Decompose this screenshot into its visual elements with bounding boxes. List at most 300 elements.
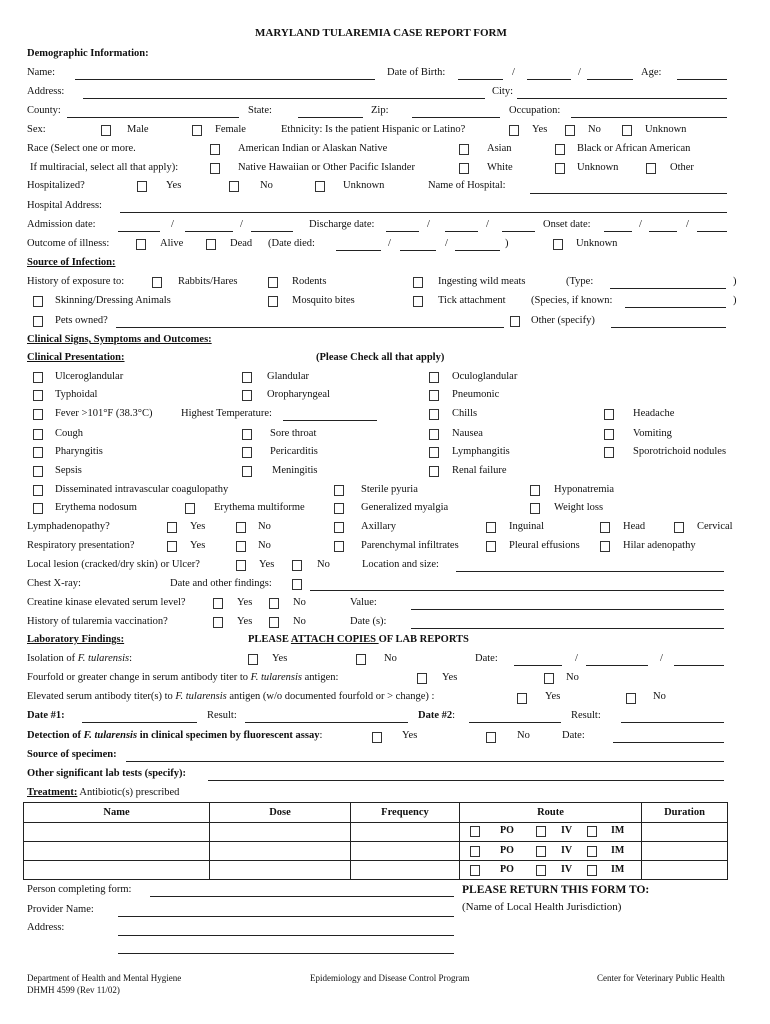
lymphadenopathy-no-checkbox[interactable] bbox=[236, 522, 246, 533]
address-field[interactable] bbox=[83, 98, 485, 99]
lymphadenopathy-yes-checkbox[interactable] bbox=[167, 522, 177, 533]
location-size-label: Location and size: bbox=[362, 559, 439, 570]
return-form-heading: PLEASE RETURN THIS FORM TO: bbox=[462, 884, 650, 896]
other-source-checkbox[interactable] bbox=[510, 316, 520, 327]
cervical-label: Cervical bbox=[697, 521, 733, 532]
erythema-nodosum-label: Erythema nodosum bbox=[55, 502, 137, 513]
provider-address-field-1[interactable] bbox=[118, 935, 454, 936]
admission-label: Admission date: bbox=[27, 219, 96, 230]
hyponatremia-label: Hyponatremia bbox=[554, 484, 615, 495]
hospitalized-no-checkbox[interactable] bbox=[229, 181, 239, 192]
race-unknown-checkbox[interactable] bbox=[555, 163, 565, 174]
ck-value-field[interactable] bbox=[411, 609, 724, 610]
detection-yes-label: Yes bbox=[402, 730, 418, 741]
row2-im-checkbox[interactable] bbox=[587, 846, 597, 857]
name-label: Name: bbox=[27, 67, 55, 78]
detection-date-label: Date: bbox=[562, 730, 585, 741]
row3-po-checkbox[interactable] bbox=[470, 865, 480, 876]
dob-slash-2: / bbox=[578, 67, 581, 78]
race-white-checkbox[interactable] bbox=[459, 163, 469, 174]
elevated-no-label: No bbox=[653, 691, 666, 702]
axillary-checkbox[interactable] bbox=[334, 522, 344, 533]
chest-xray-checkbox[interactable] bbox=[292, 579, 302, 590]
city-field[interactable] bbox=[517, 98, 727, 99]
other-source-label: Other (specify) bbox=[531, 315, 595, 326]
row1-name-cell[interactable] bbox=[24, 823, 210, 842]
provider-address-field-2[interactable] bbox=[118, 953, 454, 954]
hyponatremia-checkbox[interactable] bbox=[530, 485, 540, 496]
erythema-nodosum-checkbox[interactable] bbox=[33, 503, 43, 514]
myalgia-label: Generalized myalgia bbox=[361, 502, 449, 513]
lesion-no-checkbox[interactable] bbox=[292, 560, 302, 571]
lesion-label: Local lesion (cracked/dry skin) or Ulcer? bbox=[27, 559, 200, 570]
weight-loss-checkbox[interactable] bbox=[530, 503, 540, 514]
hospital-address-field[interactable] bbox=[120, 212, 727, 213]
lab-header: Laboratory Findings: bbox=[27, 634, 125, 645]
col-name: Name bbox=[24, 803, 210, 823]
detection-yes-checkbox[interactable] bbox=[372, 732, 382, 743]
onset-month-field[interactable] bbox=[604, 231, 632, 232]
demographic-header: Demographic Information: bbox=[27, 48, 149, 59]
died-month-field[interactable] bbox=[336, 250, 381, 251]
pharyngitis-checkbox[interactable] bbox=[33, 447, 43, 458]
ethnicity-label: Ethnicity: Is the patient Hispanic or Latino? bbox=[281, 124, 466, 135]
hispanic-yes-label: Yes bbox=[532, 124, 548, 135]
onset-slash-1: / bbox=[639, 219, 642, 230]
ulceroglandular-label: Ulceroglandular bbox=[55, 371, 124, 382]
race-label: Race (Select one or more. bbox=[27, 143, 136, 154]
lesion-yes-checkbox[interactable] bbox=[236, 560, 246, 571]
mosquito-checkbox[interactable] bbox=[268, 296, 278, 307]
cervical-checkbox[interactable] bbox=[674, 522, 684, 533]
date-findings-label: Date and other findings: bbox=[170, 578, 272, 589]
discharge-year-field[interactable] bbox=[502, 231, 535, 232]
source-header: Source of Infection: bbox=[27, 257, 116, 268]
hospital-name-field[interactable] bbox=[530, 193, 727, 194]
oropharyngeal-checkbox[interactable] bbox=[242, 390, 252, 401]
sore-throat-checkbox[interactable] bbox=[242, 429, 252, 440]
species-label: (Species, if known: bbox=[531, 295, 613, 306]
cough-label: Cough bbox=[55, 428, 84, 439]
rabbits-label: Rabbits/Hares bbox=[178, 276, 238, 287]
vomiting-label: Vomiting bbox=[633, 428, 672, 439]
outcome-dead-label: Dead bbox=[230, 238, 253, 249]
hispanic-yes-checkbox[interactable] bbox=[509, 125, 519, 136]
row2-po-checkbox[interactable] bbox=[470, 846, 480, 857]
chills-checkbox[interactable] bbox=[429, 409, 439, 420]
treatment-header-row bbox=[24, 803, 728, 823]
row2-iv-checkbox[interactable] bbox=[536, 846, 546, 857]
row2-frequency-cell[interactable] bbox=[351, 842, 460, 861]
date-died-label: (Date died: bbox=[268, 238, 315, 249]
pets-field[interactable] bbox=[116, 327, 504, 328]
isolation-label: Isolation of F. tularensis: bbox=[27, 653, 133, 664]
admission-year-field[interactable] bbox=[251, 231, 293, 232]
isolation-slash-1: / bbox=[575, 653, 578, 664]
inguinal-label: Inguinal bbox=[509, 521, 544, 532]
zip-label: Zip: bbox=[371, 105, 389, 116]
provider-name-field[interactable] bbox=[118, 916, 454, 917]
admission-slash-2: / bbox=[240, 219, 243, 230]
isolation-slash-2: / bbox=[660, 653, 663, 664]
row1-dose-cell[interactable] bbox=[210, 823, 351, 842]
outcome-dead-checkbox[interactable] bbox=[206, 239, 216, 250]
vaccination-no-label: No bbox=[293, 616, 306, 627]
resp-no-label: No bbox=[258, 540, 271, 551]
sporotrichoid-label: Sporotrichoid nodules bbox=[633, 446, 727, 457]
head-checkbox[interactable] bbox=[600, 522, 610, 533]
footer-dept: Department of Health and Mental Hygiene bbox=[27, 973, 182, 983]
exposure-label: History of exposure to: bbox=[27, 276, 125, 287]
resp-yes-checkbox[interactable] bbox=[167, 541, 177, 552]
col-duration: Duration bbox=[642, 803, 728, 823]
dic-label: Disseminated intravascular coagulopathy bbox=[55, 484, 229, 495]
discharge-day-field[interactable] bbox=[445, 231, 478, 232]
vaccination-no-checkbox[interactable] bbox=[269, 617, 279, 628]
hilar-checkbox[interactable] bbox=[600, 541, 610, 552]
died-slash-1: / bbox=[388, 238, 391, 249]
axillary-label: Axillary bbox=[361, 521, 396, 532]
inguinal-checkbox[interactable] bbox=[486, 522, 496, 533]
pharyngitis-label: Pharyngitis bbox=[55, 446, 103, 457]
vaccination-dates-label: Date (s): bbox=[350, 616, 387, 627]
race-asian-label: Asian bbox=[487, 143, 512, 154]
nausea-label: Nausea bbox=[452, 428, 483, 439]
fourfold-no-label: No bbox=[566, 672, 579, 683]
hilar-label: Hilar adenopathy bbox=[623, 540, 696, 551]
oculoglandular-label: Oculoglandular bbox=[452, 371, 518, 382]
ck-yes-checkbox[interactable] bbox=[213, 598, 223, 609]
date1-label: Date #1: bbox=[27, 710, 65, 721]
provider-name-label: Provider Name: bbox=[27, 904, 94, 915]
other-source-field[interactable] bbox=[611, 327, 726, 328]
hispanic-no-checkbox[interactable] bbox=[565, 125, 575, 136]
highest-temp-label: Highest Temperature: bbox=[181, 408, 272, 419]
elevated-titer-label: Elevated serum antibody titer(s) to F. tularensis antigen (w/o documented fourfold or > change) : bbox=[27, 691, 435, 702]
headache-checkbox[interactable] bbox=[604, 409, 614, 420]
ck-label: Creatine kinase elevated serum level? bbox=[27, 597, 186, 608]
result1-field[interactable] bbox=[245, 722, 408, 723]
result2-field[interactable] bbox=[621, 722, 724, 723]
footer-form-number: DHMH 4599 (Rev 11/02) bbox=[27, 985, 120, 995]
wildmeats-checkbox[interactable] bbox=[413, 277, 423, 288]
vaccination-dates-field[interactable] bbox=[411, 628, 724, 629]
discharge-slash-2: / bbox=[486, 219, 489, 230]
ulceroglandular-checkbox[interactable] bbox=[33, 372, 43, 383]
vaccination-label: History of tularemia vaccination? bbox=[27, 616, 168, 627]
hispanic-no-label: No bbox=[588, 124, 601, 135]
detection-no-checkbox[interactable] bbox=[486, 732, 496, 743]
fever-checkbox[interactable] bbox=[33, 409, 43, 420]
race-nhpi-checkbox[interactable] bbox=[210, 163, 220, 174]
row3-iv-label: IV bbox=[561, 864, 573, 875]
chills-label: Chills bbox=[452, 408, 478, 419]
oculoglandular-checkbox[interactable] bbox=[429, 372, 439, 383]
col-frequency: Frequency bbox=[351, 803, 460, 823]
hospitalized-yes-checkbox[interactable] bbox=[137, 181, 147, 192]
resp-label: Respiratory presentation? bbox=[27, 540, 135, 551]
provider-address-label: Address: bbox=[27, 922, 65, 933]
vaccination-yes-checkbox[interactable] bbox=[213, 617, 223, 628]
lymphangitis-label: Lymphangitis bbox=[452, 446, 510, 457]
clinical-header: Clinical Signs, Symptoms and Outcomes: bbox=[27, 334, 212, 345]
species-close: ) bbox=[733, 295, 737, 306]
onset-label: Onset date: bbox=[543, 219, 591, 230]
race-unknown-label: Unknown bbox=[577, 162, 619, 173]
jurisdiction-label: (Name of Local Health Jurisdiction) bbox=[462, 901, 622, 913]
row3-duration-cell[interactable] bbox=[642, 861, 728, 880]
pets-label: Pets owned? bbox=[55, 315, 108, 326]
species-field[interactable] bbox=[625, 307, 726, 308]
elevated-yes-checkbox[interactable] bbox=[517, 693, 527, 704]
hospitalized-label: Hospitalized? bbox=[27, 180, 85, 191]
dob-year-field[interactable] bbox=[587, 79, 633, 80]
wildmeats-label: Ingesting wild meats bbox=[438, 276, 526, 287]
onset-slash-2: / bbox=[686, 219, 689, 230]
isolation-day-field[interactable] bbox=[586, 665, 648, 666]
discharge-label: Discharge date: bbox=[309, 219, 375, 230]
row1-im-checkbox[interactable] bbox=[587, 826, 597, 837]
renal-failure-checkbox[interactable] bbox=[429, 466, 439, 477]
sex-male-label: Male bbox=[127, 124, 149, 135]
tick-checkbox[interactable] bbox=[413, 296, 423, 307]
pneumonic-checkbox[interactable] bbox=[429, 390, 439, 401]
discharge-slash-1: / bbox=[427, 219, 430, 230]
pneumonic-label: Pneumonic bbox=[452, 389, 500, 400]
sex-female-checkbox[interactable] bbox=[192, 125, 202, 136]
meningitis-checkbox[interactable] bbox=[242, 466, 252, 477]
rodents-checkbox[interactable] bbox=[268, 277, 278, 288]
fever-label: Fever >101°F (38.3°C) bbox=[55, 408, 153, 419]
location-size-field[interactable] bbox=[456, 571, 724, 572]
detection-no-label: No bbox=[517, 730, 530, 741]
fourfold-yes-checkbox[interactable] bbox=[417, 673, 427, 684]
type-close: ) bbox=[733, 276, 737, 287]
rodents-label: Rodents bbox=[292, 276, 327, 287]
hospitalized-no-label: No bbox=[260, 180, 273, 191]
source-specimen-label: Source of specimen: bbox=[27, 749, 117, 760]
parenchymal-checkbox[interactable] bbox=[334, 541, 344, 552]
pleural-checkbox[interactable] bbox=[486, 541, 496, 552]
glandular-label: Glandular bbox=[267, 371, 309, 382]
row2-im-label: IM bbox=[611, 845, 625, 856]
erythema-multiforme-label: Erythema multiforme bbox=[214, 502, 305, 513]
hospital-address-label: Hospital Address: bbox=[27, 200, 102, 211]
vaccination-yes-label: Yes bbox=[237, 616, 253, 627]
row2-duration-cell[interactable] bbox=[642, 842, 728, 861]
isolation-yes-checkbox[interactable] bbox=[248, 654, 258, 665]
row3-dose-cell[interactable] bbox=[210, 861, 351, 880]
sepsis-label: Sepsis bbox=[55, 465, 82, 476]
state-field[interactable] bbox=[298, 117, 363, 118]
chest-xray-label: Chest X-ray: bbox=[27, 578, 81, 589]
ck-yes-label: Yes bbox=[237, 597, 253, 608]
row1-po-label: PO bbox=[500, 825, 514, 836]
dob-slash-1: / bbox=[512, 67, 515, 78]
sore-throat-label: Sore throat bbox=[270, 428, 317, 439]
meningitis-label: Meningitis bbox=[272, 465, 318, 476]
onset-year-field[interactable] bbox=[697, 231, 727, 232]
race-white-label: White bbox=[487, 162, 513, 173]
detection-date-field[interactable] bbox=[613, 742, 724, 743]
tick-label: Tick attachment bbox=[438, 295, 506, 306]
row3-im-label: IM bbox=[611, 864, 625, 875]
outcome-label: Outcome of illness: bbox=[27, 238, 110, 249]
chest-xray-field[interactable] bbox=[310, 590, 724, 591]
row3-im-checkbox[interactable] bbox=[587, 865, 597, 876]
nausea-checkbox[interactable] bbox=[429, 429, 439, 440]
admission-month-field[interactable] bbox=[118, 231, 160, 232]
hispanic-unknown-label: Unknown bbox=[645, 124, 687, 135]
pericarditis-label: Pericarditis bbox=[270, 446, 318, 457]
occupation-field[interactable] bbox=[571, 117, 727, 118]
glandular-checkbox[interactable] bbox=[242, 372, 252, 383]
name-field[interactable] bbox=[75, 79, 375, 80]
sterile-pyuria-checkbox[interactable] bbox=[334, 485, 344, 496]
person-completing-label: Person completing form: bbox=[27, 884, 132, 895]
admission-slash-1: / bbox=[171, 219, 174, 230]
ck-value-label: Value: bbox=[350, 597, 377, 608]
dic-checkbox[interactable] bbox=[33, 485, 43, 496]
renal-failure-label: Renal failure bbox=[452, 465, 507, 476]
person-completing-field[interactable] bbox=[150, 896, 454, 897]
elevated-no-checkbox[interactable] bbox=[626, 693, 636, 704]
skinning-checkbox[interactable] bbox=[33, 296, 43, 307]
race-aian-checkbox[interactable] bbox=[210, 144, 220, 155]
row3-frequency-cell[interactable] bbox=[351, 861, 460, 880]
hospitalized-unknown-label: Unknown bbox=[343, 180, 385, 191]
pleural-label: Pleural effusions bbox=[509, 540, 580, 551]
dob-month-field[interactable] bbox=[458, 79, 503, 80]
row1-duration-cell[interactable] bbox=[642, 823, 728, 842]
elevated-yes-label: Yes bbox=[545, 691, 561, 702]
admission-day-field[interactable] bbox=[185, 231, 233, 232]
hospitalized-unknown-checkbox[interactable] bbox=[315, 181, 325, 192]
race-black-checkbox[interactable] bbox=[555, 144, 565, 155]
multiracial-label: If multiracial, select all that apply): bbox=[30, 162, 179, 173]
race-black-label: Black or African American bbox=[577, 143, 691, 154]
sporotrichoid-checkbox[interactable] bbox=[604, 447, 614, 458]
typhoidal-label: Typhoidal bbox=[55, 389, 98, 400]
sterile-pyuria-label: Sterile pyuria bbox=[361, 484, 418, 495]
pericarditis-checkbox[interactable] bbox=[242, 447, 252, 458]
resp-no-checkbox[interactable] bbox=[236, 541, 246, 552]
lymphadenopathy-no-label: No bbox=[258, 521, 271, 532]
hospital-name-label: Name of Hospital: bbox=[428, 180, 506, 191]
lymphadenopathy-yes-label: Yes bbox=[190, 521, 206, 532]
skinning-label: Skinning/Dressing Animals bbox=[55, 295, 171, 306]
fourfold-no-checkbox[interactable] bbox=[544, 673, 554, 684]
race-other-label: Other bbox=[670, 162, 694, 173]
footer-epi: Epidemiology and Disease Control Program bbox=[310, 973, 470, 983]
race-nhpi-label: Native Hawaiian or Other Pacific Islander bbox=[238, 162, 415, 173]
date1-field[interactable] bbox=[82, 722, 197, 723]
ck-no-checkbox[interactable] bbox=[269, 598, 279, 609]
race-asian-checkbox[interactable] bbox=[459, 144, 469, 155]
row2-dose-cell[interactable] bbox=[210, 842, 351, 861]
myalgia-checkbox[interactable] bbox=[334, 503, 344, 514]
died-day-field[interactable] bbox=[400, 250, 436, 251]
cough-checkbox[interactable] bbox=[33, 429, 43, 440]
address-label: Address: bbox=[27, 86, 65, 97]
age-label: Age: bbox=[641, 67, 662, 78]
lesion-no-label: No bbox=[317, 559, 330, 570]
row1-frequency-cell[interactable] bbox=[351, 823, 460, 842]
sepsis-checkbox[interactable] bbox=[33, 466, 43, 477]
dob-day-field[interactable] bbox=[527, 79, 571, 80]
source-specimen-field[interactable] bbox=[126, 761, 724, 762]
check-all-note: (Please Check all that apply) bbox=[316, 352, 445, 363]
col-route: Route bbox=[460, 803, 642, 823]
died-year-field[interactable] bbox=[455, 250, 500, 251]
head-label: Head bbox=[623, 521, 646, 532]
isolation-month-field[interactable] bbox=[514, 665, 562, 666]
row1-im-label: IM bbox=[611, 825, 625, 836]
hospitalized-yes-label: Yes bbox=[166, 180, 182, 191]
isolation-year-field[interactable] bbox=[674, 665, 724, 666]
discharge-month-field[interactable] bbox=[386, 231, 419, 232]
row1-po-checkbox[interactable] bbox=[470, 826, 480, 837]
oropharyngeal-label: Oropharyngeal bbox=[267, 389, 330, 400]
treatment-row: Treatment: Antibiotic(s) prescribed bbox=[27, 787, 180, 798]
result2-label: Result: bbox=[571, 710, 601, 721]
zip-field[interactable] bbox=[412, 117, 500, 118]
clinical-presentation-header: Clinical Presentation: bbox=[27, 352, 125, 363]
row3-iv-checkbox[interactable] bbox=[536, 865, 546, 876]
age-field[interactable] bbox=[677, 79, 727, 80]
erythema-multiforme-checkbox[interactable] bbox=[185, 503, 195, 514]
sex-label: Sex: bbox=[27, 124, 46, 135]
lymphangitis-checkbox[interactable] bbox=[429, 447, 439, 458]
state-label: State: bbox=[248, 105, 272, 116]
dob-label: Date of Birth: bbox=[387, 67, 446, 78]
highest-temp-field[interactable] bbox=[283, 420, 377, 421]
other-tests-field[interactable] bbox=[208, 780, 724, 781]
type-field[interactable] bbox=[610, 288, 726, 289]
row2-po-label: PO bbox=[500, 845, 514, 856]
race-other-checkbox[interactable] bbox=[646, 163, 656, 174]
result1-label: Result: bbox=[207, 710, 237, 721]
outcome-unknown-checkbox[interactable] bbox=[553, 239, 563, 250]
outcome-unknown-label: Unknown bbox=[576, 238, 618, 249]
row3-name-cell[interactable] bbox=[24, 861, 210, 880]
rabbits-checkbox[interactable] bbox=[152, 277, 162, 288]
pets-checkbox[interactable] bbox=[33, 316, 43, 327]
other-tests-label: Other significant lab tests (specify): bbox=[27, 768, 187, 779]
died-slash-2: / bbox=[445, 238, 448, 249]
isolation-no-checkbox[interactable] bbox=[356, 654, 366, 665]
hispanic-unknown-checkbox[interactable] bbox=[622, 125, 632, 136]
detection-label: Detection of F. tularensis in clinical specimen by fluorescent assay: bbox=[27, 730, 323, 741]
fourfold-label: Fourfold or greater change in serum antibody titer to F. tularensis antigen: bbox=[27, 672, 339, 683]
row1-iv-checkbox[interactable] bbox=[536, 826, 546, 837]
date2-label: Date #2: bbox=[418, 710, 456, 721]
vomiting-checkbox[interactable] bbox=[604, 429, 614, 440]
city-label: City: bbox=[492, 86, 514, 97]
attach-copies-note: PLEASE ATTACH COPIES OF LAB REPORTS bbox=[248, 634, 469, 645]
county-field[interactable] bbox=[67, 117, 239, 118]
lesion-yes-label: Yes bbox=[259, 559, 275, 570]
headache-label: Headache bbox=[633, 408, 675, 419]
row2-iv-label: IV bbox=[561, 845, 573, 856]
isolation-yes-label: Yes bbox=[272, 653, 288, 664]
sex-male-checkbox[interactable] bbox=[101, 125, 111, 136]
row2-name-cell[interactable] bbox=[24, 842, 210, 861]
date2-field[interactable] bbox=[469, 722, 561, 723]
typhoidal-checkbox[interactable] bbox=[33, 390, 43, 401]
outcome-alive-checkbox[interactable] bbox=[136, 239, 146, 250]
onset-day-field[interactable] bbox=[649, 231, 677, 232]
